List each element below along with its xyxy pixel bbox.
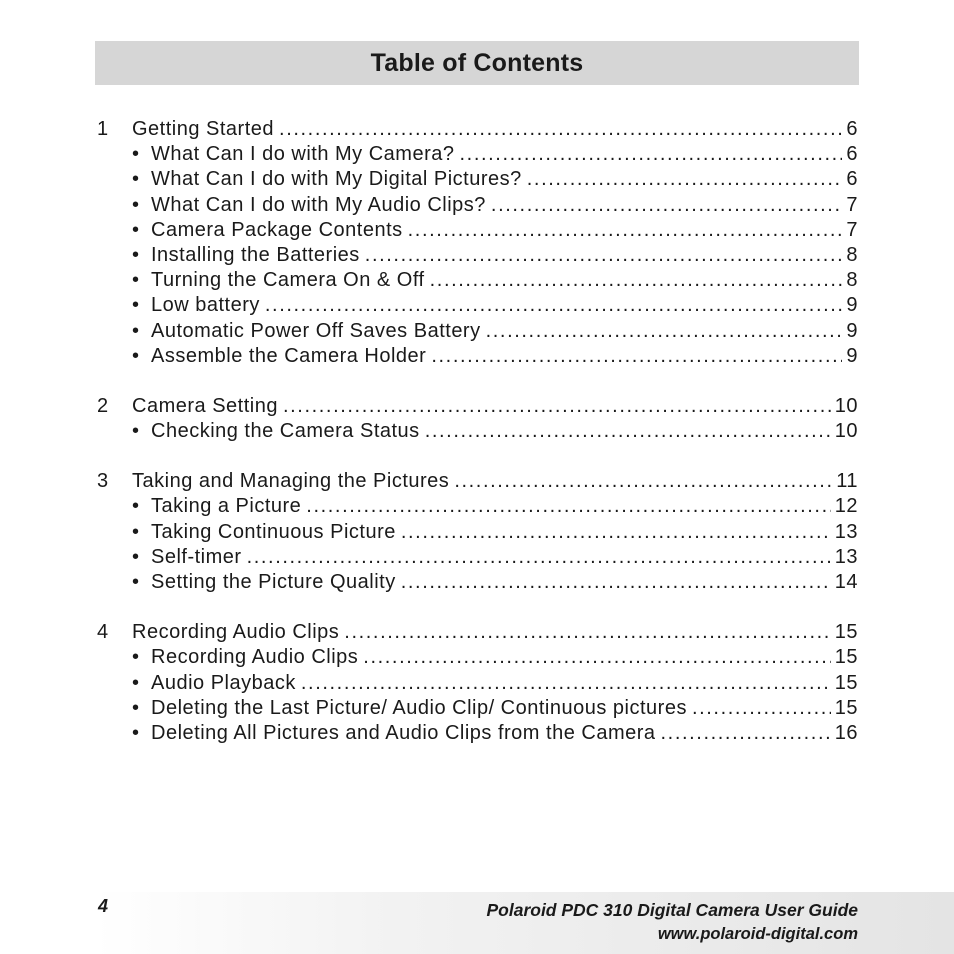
page-ref: 6 bbox=[846, 143, 858, 166]
dot-leader bbox=[401, 570, 831, 595]
page-ref: 16 bbox=[834, 721, 858, 744]
toc-entry[interactable] bbox=[95, 344, 858, 369]
toc-entry[interactable] bbox=[95, 243, 858, 268]
entry-title: Taking Continuous Picture bbox=[151, 520, 396, 543]
dot-leader bbox=[527, 167, 843, 192]
dot-leader bbox=[692, 696, 831, 721]
page-ref: 9 bbox=[846, 294, 858, 317]
bullet-icon: • bbox=[132, 269, 140, 292]
dot-leader bbox=[344, 620, 830, 645]
dot-leader bbox=[486, 319, 843, 344]
bullet-icon: • bbox=[132, 545, 140, 568]
bullet-icon: • bbox=[132, 243, 140, 266]
bullet-icon: • bbox=[132, 143, 140, 166]
dot-leader bbox=[247, 545, 831, 570]
dot-leader bbox=[661, 721, 831, 746]
page-ref: 9 bbox=[846, 344, 858, 367]
bullet-icon: • bbox=[132, 696, 140, 719]
entry-title: Checking the Camera Status bbox=[151, 420, 420, 443]
entry-title: Installing the Batteries bbox=[151, 243, 360, 266]
bullet-icon: • bbox=[132, 571, 140, 593]
page-ref: 12 bbox=[834, 495, 858, 518]
dot-leader bbox=[425, 419, 831, 444]
bullet-icon: • bbox=[132, 420, 140, 443]
page-ref: 15 bbox=[834, 646, 858, 669]
chapter-title: Recording Audio Clips bbox=[132, 621, 340, 644]
entry-title: What Can I do with My Camera? bbox=[151, 143, 455, 166]
chapter-title: Taking and Managing the Pictures bbox=[132, 470, 450, 493]
entry-title: Camera Package Contents bbox=[151, 218, 403, 241]
chapter-number: 3 bbox=[97, 470, 109, 493]
page-ref: 7 bbox=[846, 218, 858, 241]
toc-entry[interactable] bbox=[95, 293, 858, 318]
page-ref: 8 bbox=[846, 243, 858, 266]
page-ref: 8 bbox=[846, 269, 858, 292]
toc-entry[interactable] bbox=[95, 645, 858, 670]
entry-title: Taking a Picture bbox=[151, 495, 302, 518]
toc-entry[interactable] bbox=[95, 520, 858, 545]
bullet-icon: • bbox=[132, 294, 140, 317]
footer bbox=[486, 898, 858, 946]
entry-title: Automatic Power Off Saves Battery bbox=[151, 319, 481, 342]
dot-leader bbox=[301, 671, 831, 696]
guide-title: Polaroid PDC 310 Digital Camera User Guide bbox=[486, 900, 858, 920]
dot-leader bbox=[283, 394, 831, 419]
toc-entry[interactable] bbox=[95, 167, 858, 192]
entry-title: Low battery bbox=[151, 294, 260, 317]
entry-title: Setting the Picture Quality bbox=[151, 571, 396, 593]
dot-leader bbox=[431, 344, 842, 369]
dot-leader bbox=[454, 469, 832, 494]
title-bar bbox=[95, 41, 859, 85]
website-url[interactable]: www.polaroid-digital.com bbox=[657, 925, 858, 943]
dot-leader bbox=[460, 142, 843, 167]
bullet-icon: • bbox=[132, 319, 140, 342]
bullet-icon: • bbox=[132, 520, 140, 543]
entry-title: Self-timer bbox=[151, 545, 242, 568]
bullet-icon: • bbox=[132, 721, 140, 744]
entry-title: Deleting the Last Picture/ Audio Clip/ Continuous pictures bbox=[151, 696, 687, 719]
toc-entry[interactable] bbox=[95, 671, 858, 696]
page-ref: 15 bbox=[834, 696, 858, 719]
page-ref: 13 bbox=[834, 520, 858, 543]
entry-title: What Can I do with My Audio Clips? bbox=[151, 193, 486, 216]
entry-title: Turning the Camera On & Off bbox=[151, 269, 425, 292]
toc-entry[interactable] bbox=[95, 494, 858, 519]
bullet-icon: • bbox=[132, 344, 140, 367]
dot-leader bbox=[265, 293, 842, 318]
toc-entry[interactable] bbox=[95, 218, 858, 243]
toc-chapter bbox=[95, 394, 858, 444]
toc-chapter bbox=[95, 117, 858, 369]
toc-chapter bbox=[95, 469, 858, 595]
toc-chapter-entry[interactable] bbox=[95, 469, 858, 494]
page-ref: 6 bbox=[846, 168, 858, 191]
page-ref: 6 bbox=[846, 118, 858, 140]
dot-leader bbox=[306, 494, 830, 519]
page-ref: 15 bbox=[834, 671, 858, 694]
dot-leader bbox=[408, 218, 843, 243]
toc-entry[interactable] bbox=[95, 721, 858, 746]
dot-leader bbox=[363, 645, 830, 670]
page-title: Table of Contents bbox=[370, 48, 584, 77]
page-ref: 14 bbox=[834, 571, 858, 593]
entry-title: Assemble the Camera Holder bbox=[151, 344, 427, 367]
page-ref: 9 bbox=[846, 319, 858, 342]
toc-entry[interactable] bbox=[95, 142, 858, 167]
toc-entry[interactable] bbox=[95, 319, 858, 344]
chapter-number: 4 bbox=[97, 621, 109, 644]
toc-entry[interactable] bbox=[95, 570, 858, 595]
page-ref: 15 bbox=[834, 621, 858, 644]
entry-title: Audio Playback bbox=[151, 671, 296, 694]
entry-title: Recording Audio Clips bbox=[151, 646, 359, 669]
page-number: 4 bbox=[98, 896, 109, 916]
dot-leader bbox=[279, 117, 842, 142]
dot-leader bbox=[491, 193, 842, 218]
dot-leader bbox=[401, 520, 831, 545]
page-ref: 7 bbox=[846, 193, 858, 216]
page-ref: 10 bbox=[834, 394, 858, 417]
bullet-icon: • bbox=[132, 168, 140, 191]
page-ref: 11 bbox=[836, 470, 858, 493]
toc-entry[interactable] bbox=[95, 696, 858, 721]
page-ref: 13 bbox=[834, 545, 858, 568]
chapter-title: Getting Started bbox=[132, 118, 275, 140]
toc-chapter bbox=[95, 620, 858, 746]
toc-entry[interactable] bbox=[95, 193, 858, 218]
toc-chapter-entry[interactable] bbox=[95, 620, 858, 645]
bullet-icon: • bbox=[132, 193, 140, 216]
toc-entry[interactable] bbox=[95, 268, 858, 293]
toc-chapter-entry[interactable] bbox=[95, 394, 858, 419]
dot-leader bbox=[365, 243, 843, 268]
chapter-title: Camera Setting bbox=[132, 394, 278, 417]
toc-entry[interactable] bbox=[95, 419, 858, 444]
dot-leader bbox=[430, 268, 843, 293]
entry-title: What Can I do with My Digital Pictures? bbox=[151, 168, 522, 191]
bullet-icon: • bbox=[132, 218, 140, 241]
toc-chapter-entry[interactable] bbox=[95, 117, 858, 142]
entry-title: Deleting All Pictures and Audio Clips from the Camera bbox=[151, 721, 656, 744]
page-ref: 10 bbox=[834, 420, 858, 443]
chapter-number: 2 bbox=[97, 394, 109, 417]
table-of-contents bbox=[95, 117, 858, 771]
chapter-number: 1 bbox=[97, 118, 109, 140]
toc-entry[interactable] bbox=[95, 545, 858, 570]
bullet-icon: • bbox=[132, 495, 140, 518]
bullet-icon: • bbox=[132, 671, 140, 694]
bullet-icon: • bbox=[132, 646, 140, 669]
